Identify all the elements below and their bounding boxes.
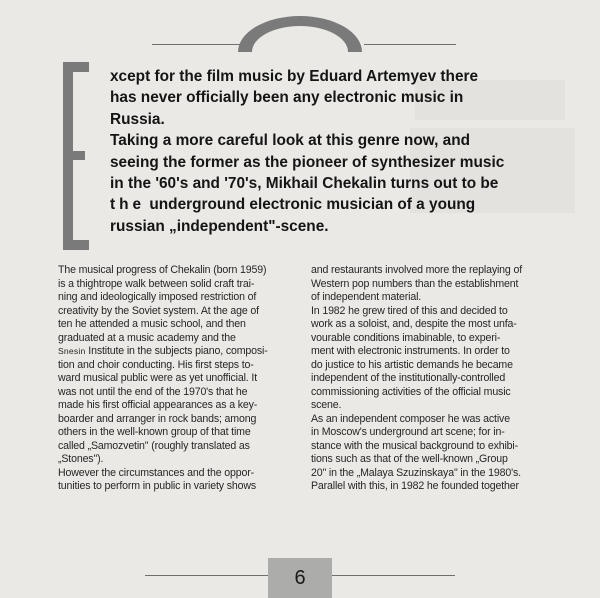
body-line-rest: Institute in the subjects piano, composi- <box>88 345 268 357</box>
body-line: In 1982 he grew tired of this and decided to <box>311 304 508 317</box>
intro-line: seeing the former as the pioneer of synthesizer music <box>110 153 505 171</box>
body-line: However the circumstances and the oppor- <box>58 466 254 479</box>
body-line: graduated at a music academy and the <box>58 331 236 344</box>
body-line: tunities to perform in public in variety shows <box>58 480 257 492</box>
body-line: boarder and arranger in rock bands; among <box>58 412 257 425</box>
intro-line: xcept for the film music by Eduard Artemyev there <box>110 68 479 85</box>
page-number-box <box>268 558 332 598</box>
body-line: The musical progress of Chekalin (born 1959) <box>58 264 267 276</box>
body-line: in Moscow's underground art scene; for in- <box>311 426 505 438</box>
top-rule-right <box>364 44 456 45</box>
drop-cap-e <box>63 62 89 250</box>
body-line: others in the well-known group of that time <box>58 426 251 438</box>
body-line: and restaurants involved more the replaying of <box>311 264 522 276</box>
body-line: ment with electronic instruments. In order to <box>311 345 510 357</box>
intro-paragraph <box>110 66 570 237</box>
page-number: 6 <box>294 566 306 589</box>
body-line: ten he attended a music school, and then <box>58 318 246 330</box>
intro-line: Taking a more careful look at this genre now, and <box>110 132 471 150</box>
body-line: made his first official appearances as a key- <box>58 399 258 411</box>
body-line: vourable conditions imabinable, to experi- <box>311 331 501 344</box>
intro-line: in the '60's and '70's, Mikhail Chekalin turns out to be <box>110 175 499 193</box>
body-line <box>58 345 290 359</box>
body-line: ning and ideologically imposed restriction of <box>58 291 257 303</box>
intro-line: russian „independent"-scene. <box>110 217 329 235</box>
intro-line-rest: underground electronic musician of a young <box>145 196 476 214</box>
body-line: scene. <box>311 399 342 411</box>
body-line: do justice to his artistic demands he became <box>311 358 513 371</box>
body-line: ward musical public were as yet unofficial. It <box>58 372 257 384</box>
body-line: Parallel with this, in 1982 he founded together <box>311 480 519 492</box>
intro-line: Russia. <box>110 110 165 128</box>
body-line: Western pop numbers than the establishment <box>311 277 519 290</box>
top-rule-left <box>152 44 242 45</box>
body-line: stance with the musical background to exhibi- <box>311 439 519 452</box>
intro-emphasis: the <box>110 196 146 214</box>
body-line: independent of the institutionally-controlled <box>311 372 506 384</box>
body-line: commissioning activities of the official music <box>311 385 511 398</box>
intro-line: has never officially been any electronic music in <box>110 89 464 107</box>
arc-ornament <box>236 14 364 54</box>
body-line: called „Samozvetin" (roughly translated as <box>58 439 250 452</box>
smallcaps-institute: Snesin <box>58 346 86 356</box>
body-line: was not until the end of the 1970's that he <box>58 385 248 398</box>
body-line: work as a soloist, and, despite the most unfa- <box>311 318 517 330</box>
body-line: tion and choir conducting. His first steps to- <box>58 358 254 371</box>
body-column-right <box>311 264 551 494</box>
body-column-left <box>58 264 290 494</box>
body-line: of independent material. <box>311 291 422 303</box>
body-line: 20" in the „Malaya Szuzinskaya" in the 1980's. <box>311 466 521 479</box>
intro-line <box>110 194 570 215</box>
body-line: is a thightrope walk between solid craft trai- <box>58 277 255 290</box>
footer-rule-right <box>332 575 455 576</box>
body-line: „Stones"). <box>58 453 104 465</box>
body-line: tions such as that of the well-known „Group <box>311 453 508 465</box>
body-line: creativity by the Soviet system. At the age of <box>58 304 259 317</box>
footer-rule-left <box>145 575 268 576</box>
body-line: As an independent composer he was active <box>311 412 510 425</box>
